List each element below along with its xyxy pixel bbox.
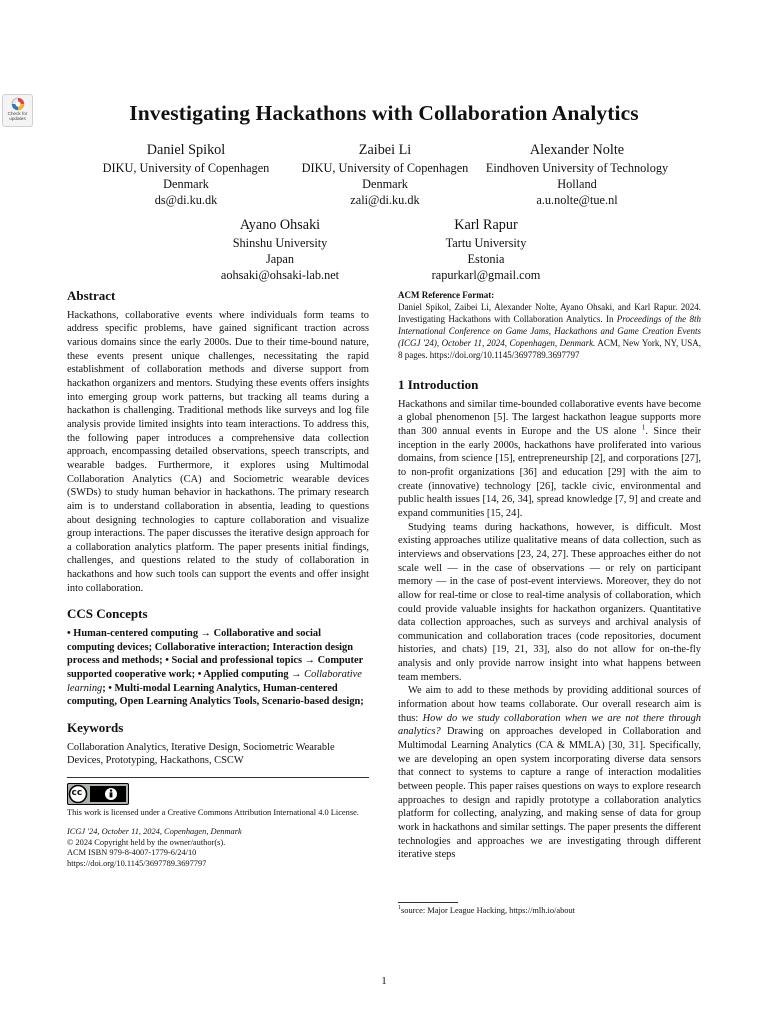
- author-affiliation: DIKU, University of Copenhagen: [102, 161, 270, 175]
- acm-reference-heading: ACM Reference Format:: [398, 290, 495, 300]
- author-country: Holland: [557, 177, 597, 191]
- ccs-text-part3: ; • Multi-modal Learning Analytics, Human-centered computing, Open Learning Analytics Tools, Scenario-based design;: [67, 682, 364, 708]
- paper-title: Investigating Hackathons with Collaboration Analytics: [129, 101, 639, 125]
- ccs-text-part1: • Human-centered computing → Collaborative and social computing devices; Collaborative interaction; Interaction design process and methods; • Social and professional topics → Computer supported cooperative work; • Applied computing →: [67, 628, 364, 681]
- page-number: 1: [381, 975, 387, 987]
- pub-doi[interactable]: https://doi.org/10.1145/3697789.3697797: [67, 858, 207, 868]
- intro-p1-part-a: Hackathons and similar time-bounded collaborative events have become a global phenomenon [5]. The largest hackathon league supports more than 300 annual events in Europe and the US alone: [398, 398, 701, 437]
- author-name: Daniel Spikol: [146, 142, 226, 158]
- footnote-marker[interactable]: 1: [641, 423, 646, 432]
- keywords-heading: Keywords: [67, 720, 124, 736]
- pub-isbn: ACM ISBN 979-8-4007-1779-6/24/10: [67, 848, 197, 858]
- author-name: Karl Rapur: [454, 217, 518, 233]
- author-email[interactable]: a.u.nolte@tue.nl: [536, 193, 618, 207]
- introduction-heading: 1 Introduction: [398, 377, 479, 392]
- author-block-3: [457, 141, 697, 208]
- acm-ref-part1: Daniel Spikol, Zaibei Li, Alexander Nolte, Ayano Ohsaki, and Karl Rapur. 2024. Investigating Hackathons with Collaboration Analytics. In: [398, 302, 701, 324]
- author-name: Alexander Nolte: [529, 142, 625, 158]
- right-column: [398, 289, 701, 862]
- author-affiliation: Eindhoven University of Technology: [485, 161, 669, 175]
- ccs-heading: CCS Concepts: [67, 606, 148, 622]
- author-country: Japan: [266, 252, 294, 266]
- author-block-4: [160, 216, 400, 283]
- license-block: [67, 777, 369, 869]
- pub-venue: ICGJ '24, October 11, 2024, Copenhagen, Denmark: [67, 827, 242, 837]
- author-email[interactable]: zali@di.ku.dk: [350, 193, 420, 207]
- badge-text-line2: updates: [9, 116, 26, 121]
- intro-paragraph-3: [398, 684, 701, 862]
- footnote-mark: 1: [398, 905, 401, 912]
- author-country: Denmark: [163, 177, 209, 191]
- author-affiliation: DIKU, University of Copenhagen: [301, 161, 469, 175]
- author-email[interactable]: rapurkarl@gmail.com: [431, 268, 541, 282]
- author-name: Zaibei Li: [358, 142, 412, 158]
- author-country: Denmark: [362, 177, 408, 191]
- author-affiliation: Shinshu University: [232, 236, 328, 250]
- ccs-text: [67, 627, 369, 709]
- intro-paragraph-1: [398, 398, 701, 521]
- intro-p3-part-a: We aim to add to these methods by providing additional sources of information about how teams collaborate. Our overall research aim is thus:: [398, 685, 701, 724]
- keywords-text: Collaboration Analytics, Iterative Design, Sociometric Wearable Devices, Prototyping, Hackathons, CSCW: [67, 741, 335, 767]
- author-block-5: [366, 216, 606, 283]
- acm-ref-part3: ACM, New York, NY, USA, 8 pages. https://doi.org/10.1145/3697789.3697797: [398, 338, 701, 360]
- intro-paragraph-2: Studying teams during hackathons, however, is difficult. Most existing approaches utilize qualitative means of data collection, such as interviews and observations [23, 24, 27]. These approaches either do not scale well — in the case of observations — or rely on participant memory — in the case of post-event interviews. Moreover, they do not allow for real-time or close to real-time analysis of collaboration, which could provide valuable insights for hackathon organizers. Quantitative data collection approaches, such as surveys and archival analysis of communication and collaboration traces (code repositories, document histories, and chats) [19, 21, 33], also do not allow for on-the-fly analysis and only provide narrow insight into what happens between team members.: [398, 521, 701, 683]
- cc-by-license-logo[interactable]: [67, 783, 129, 805]
- acm-ref-italic: Proceedings of the 8th International Conference on Game Jams, Hackathons and Game Creation Events (ICGJ '24), October 11, 2024, Copenhagen, Denmark.: [398, 314, 701, 348]
- intro-p3-part-b: Drawing on approaches developed in Collaboration and Multimodal Learning Analytics (CA & MMLA) [30, 31]. Specifically, we are developing an open system incorporating diverse data sensors that connect to systems to capture a range of interaction modalities between people. This paper raises questions on ways to explore research approaches to design and rapidly prototype a collaboration analytics platform for collecting, analyzing, and making sense of data for group work in hackathons and similar settings. The paper presents the different technologies and approaches we are investigating through different iterative steps: [398, 726, 701, 861]
- author-email[interactable]: ds@di.ku.dk: [154, 193, 218, 207]
- author-email[interactable]: aohsaki@ohsaki-lab.net: [220, 268, 340, 282]
- left-column: [67, 289, 369, 869]
- footnote-text: source: Major League Hacking, https://mlh.io/about: [401, 906, 575, 915]
- footnote: [398, 905, 701, 916]
- author-name: Ayano Ohsaki: [239, 217, 321, 233]
- abstract-text: Hackathons, collaborative events where individuals form teams to address specific problems, have gained significant traction across various domains since the early 2000s. Due to their time-bound nature, these events present unique challenges, necessitating the rapid establishment of collaboration methods and diverse support from hackathon organizers and mentors. Studying these events offers insights into emerging group work patterns, but tracking all teams during a hackathon is challenging. Traditional methods like surveys and log file analysis provide limited insights into team interactions. To address this, the following paper introduces a comprehensive data collection approach, encompassing detailed observations, speech transcripts, and wearable badges. Furthermore, it explores using Multimodal Collaboration Analytics (CA) and Sociometric wearable devices (SWDs) to study human behavior in hackathons. The primary research aim is to understand collaboration in absentia, leading to questions about designing technologies to capture collaboration and visualize group interactions. The paper discusses the iterative design approach for a collaboration analytics platform. The paper presents initial findings, challenges, and questions related to the study of collaboration in hackathons and how such tools can support the events and offer insight into collaboration.: [67, 309, 369, 594]
- acm-reference-text: [398, 301, 701, 361]
- badge-text-line1: Check for: [7, 111, 28, 116]
- cc-logo-text: cc: [71, 788, 83, 798]
- footnote-divider: [398, 902, 458, 903]
- ccs-text-italic: Collaborative learning: [67, 669, 362, 694]
- intro-p1-part-b: . Since their inception in the early 2000s, hackathons have proliferated into various domains, from science [15], entrepreneurship [2], and corporations [27], to non-profit organizations [36] and education [29] with the aim to create (innovative) technology [26], tackle civic, environmental and public health issues [14, 26, 34], spread knowledge [7, 9] and create and expand communities [15, 24].: [398, 425, 701, 519]
- license-text: This work is licensed under a Creative Commons Attribution International 4.0 License.: [67, 808, 359, 817]
- abstract-heading: Abstract: [67, 288, 116, 303]
- author-country: Estonia: [467, 252, 505, 266]
- pub-copyright: © 2024 Copyright held by the owner/author(s).: [67, 837, 226, 847]
- author-affiliation: Tartu University: [445, 236, 527, 250]
- research-question: How do we study collaboration when we are not there through analytics?: [398, 712, 701, 738]
